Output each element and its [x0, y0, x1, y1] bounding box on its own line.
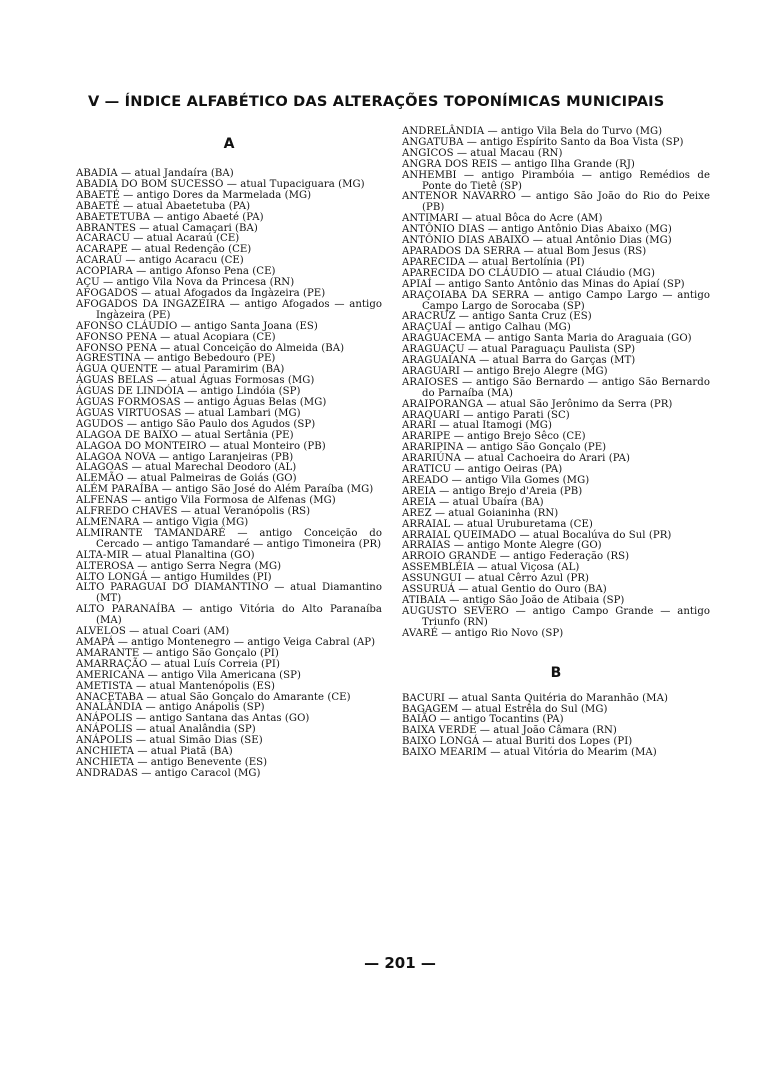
index-entry: ANDRADAS — antigo Caracol (MG): [76, 767, 261, 779]
index-entry: ANGICOS — atual Macau (RN): [402, 147, 563, 159]
index-entry: ANCHIETA — atual Piatã (BA): [76, 746, 233, 758]
index-entry: ALTO LONGÁ — antigo Humildes (PI): [76, 571, 272, 583]
index-entry: ANALÂNDIA — antigo Anápolis (SP): [76, 702, 265, 714]
index-entry: ÁGUAS DE LINDÓIA — antigo Lindóia (SP): [76, 386, 301, 398]
entry-list-left: [76, 169, 382, 780]
index-entry: ABADIA — atual Jandaíra (BA): [76, 168, 234, 179]
index-entry: ARROIO GRANDE — antigo Federação (RS): [402, 551, 630, 563]
index-entry: ALTA-MIR — atual Planaltina (GO): [76, 549, 255, 561]
index-entry: ALAGOAS — atual Marechal Deodoro (AL): [76, 462, 297, 474]
index-entry: ARAIOSES — antigo São Bernardo — antigo São Bernardo do Parnaíba (MA): [402, 376, 710, 399]
index-entry: AFONSO PENA — atual Acopiara (CE): [76, 331, 276, 343]
index-entry: ANÁPOLIS — antigo Santana das Antas (GO): [76, 713, 310, 725]
index-entry: ANGRA DOS REIS — antigo Ilha Grande (RJ): [402, 158, 635, 170]
index-entry: AFONSO PENA — atual Conceição do Almeida (BA): [76, 342, 345, 354]
index-entry: AFONSO CLÁUDIO — antigo Santa Joana (ES): [76, 320, 318, 332]
index-entry: ANÁPOLIS — atual Simão Dias (SE): [76, 735, 263, 747]
page-title: V — ÍNDICE ALFABÉTICO DAS ALTERAÇÕES TOPONÍMICAS MUNICIPAIS: [88, 93, 665, 110]
index-entry: ALFENAS — antigo Vila Formosa de Alfenas (MG): [76, 495, 336, 507]
index-entry: ARAIPORANGA — atual São Jerônimo da Serra (PR): [402, 398, 673, 410]
index-entry: ABADIA DO BOM SUCESSO — atual Tupaciguara (MG): [76, 178, 365, 190]
index-entry: ALEMÃO — atual Palmeiras de Goiás (GO): [76, 473, 297, 485]
index-entry: ANTENOR NAVARRO — antigo São João do Rio do Peixe (PB): [402, 191, 710, 214]
index-entry: BACURI — atual Santa Quitéria do Maranhão (MA): [402, 692, 668, 704]
index-entry: ARARIPINA — antigo São Gonçalo (PE): [402, 442, 607, 454]
left-column: [76, 127, 382, 780]
index-entry: ANGATUBA — antigo Espírito Santo da Boa Vista (SP): [402, 136, 684, 148]
index-entry: AREIA — antigo Brejo d'Areia (PB): [402, 485, 583, 497]
index-entry: ÁGUAS FORMOSAS — antigo Águas Belas (MG): [76, 397, 327, 409]
section-letter-b: B: [550, 664, 562, 681]
index-entry: ALAGOA NOVA — antigo Laranjeiras (PB): [76, 451, 294, 463]
index-entry: ARRAIAL QUEIMADO — atual Bocalúva do Sul (PR): [402, 529, 672, 541]
index-entry: AGRESTINA — antigo Bebedouro (PE): [76, 353, 276, 365]
index-entry: ARRAIAS — antigo Monte Alegre (GO): [402, 540, 602, 552]
index-entry: ARAGUACEMA — antigo Santa Maria do Araguaia (GO): [402, 333, 692, 345]
right-column: [402, 127, 710, 759]
index-entry: ALAGOA DO MONTEIRO — atual Monteiro (PB): [76, 440, 326, 452]
index-entry: BAIXO MEARIM — atual Vitória do Mearim (MA): [402, 747, 657, 759]
index-entry: ARAGUAIANA — atual Barra do Garças (MT): [402, 355, 636, 367]
index-entry: ALTO PARAGUAI DO DIAMANTINO — atual Diamantino (MT): [76, 582, 382, 605]
index-entry: ANTÔNIO DIAS — antigo Antônio Dias Abaixo (MG): [402, 224, 672, 236]
index-entry: ARATICU — antigo Oeiras (PA): [402, 464, 563, 476]
index-entry: ATIBAIA — antigo São João de Atibaia (SP): [402, 594, 625, 606]
index-entry: ANHEMBI — antigo Pirambóia — antigo Remédios de Ponte do Tietê (SP): [402, 169, 710, 192]
index-entry: ABAETÉ — antigo Dores da Marmelada (MG): [76, 189, 312, 201]
index-entry: ARARI — atual Itamogi (MG): [402, 420, 552, 432]
index-entry: AGUDOS — antigo São Paulo dos Agudos (SP): [76, 418, 316, 430]
index-entry: ARACRUZ — antigo Santa Cruz (ES): [402, 311, 592, 323]
index-entry: ANTIMARI — atual Bôca do Acre (AM): [402, 213, 603, 225]
page-number: — 201 —: [364, 954, 436, 972]
index-entry: AÇU — antigo Vila Nova da Princesa (RN): [76, 277, 295, 289]
index-entry: ACARAÚ — antigo Acaracu (CE): [76, 255, 244, 267]
index-entry: ACARAPE — atual Redenção (CE): [76, 244, 252, 256]
index-entry: AVARÉ — antigo Rio Novo (SP): [402, 627, 564, 639]
index-entry: AREADO — antigo Vila Gomes (MG): [402, 475, 590, 486]
index-entry: ARAGUARI — antigo Brejo Alegre (MG): [402, 365, 608, 377]
index-entry: ABAETETUBA — antigo Abaeté (PA): [76, 211, 264, 223]
index-entry: ABRANTES — atual Camaçari (BA): [76, 222, 258, 234]
index-entry: BAIXO LONGÁ — atual Buriti dos Lopes (PI): [402, 736, 633, 748]
index-entry: AFOGADOS — atual Afogados da Ingàzeira (PE): [76, 287, 326, 299]
entry-list-right: [402, 127, 710, 640]
index-entry: ARAGUAÇU — atual Paraguaçu Paulista (SP): [402, 344, 636, 356]
index-entry: AFOGADOS DA INGAZEIRA — antigo Afogados — antigo Ingàzeira (PE): [76, 298, 382, 321]
index-entry: APARECIDA DO CLÁUDIO — atual Cláudio (MG): [402, 267, 655, 279]
index-entry: ALTEROSA — antigo Serra Negra (MG): [76, 560, 282, 572]
index-entry: ÁGUAS VIRTUOSAS — atual Lambari (MG): [76, 407, 301, 419]
index-entry: AMARANTE — antigo São Gonçalo (PI): [76, 647, 279, 659]
index-entry: ALAGOA DE BAIXO — atual Sertânia (PE): [76, 429, 294, 441]
index-entry: AUGUSTO SEVERO — antigo Campo Grande — antigo Triunfo (RN): [402, 605, 710, 628]
index-entry: ARAQUARI — antigo Parati (SC): [402, 409, 570, 421]
index-entry: ANÁPOLIS — atual Analândia (SP): [76, 724, 256, 736]
entry-list-section-b: [402, 694, 710, 759]
index-entry: BAIÃO — antigo Tocantins (PA): [402, 714, 564, 726]
index-entry: AMERICANA — antigo Vila Americana (SP): [76, 669, 302, 681]
index-entry: ÁGUAS BELAS — atual Águas Formosas (MG): [76, 375, 315, 387]
index-entry: ALÉM PARAÍBA — antigo São José do Além Paraíba (MG): [76, 484, 374, 496]
index-entry: ARARIPE — antigo Brejo Sêco (CE): [402, 431, 586, 443]
index-entry: ARAÇUAÍ — antigo Calhau (MG): [402, 322, 571, 334]
index-entry: APARADOS DA SERRA — atual Bom Jesus (RS): [402, 245, 647, 257]
index-entry: BAIXA VERDE — atual João Câmara (RN): [402, 725, 617, 737]
index-entry: ALMENARA — antigo Vigia (MG): [76, 517, 249, 528]
index-entry: ALMIRANTE TAMANDARÉ — antigo Conceição do Cercado — antigo Tamandaré — antigo Timoneira (PR): [76, 527, 382, 550]
index-entry: ARRAIAL — atual Uruburetama (CE): [402, 518, 593, 530]
index-entry: ANCHIETA — antigo Benevente (ES): [76, 756, 268, 768]
index-entry: ÁGUA QUENTE — atual Paramirim (BA): [76, 364, 285, 376]
index-entry: AREIA — atual Ubaíra (BA): [402, 496, 544, 508]
index-entry: AMETISTA — atual Mantenópolis (ES): [76, 680, 275, 692]
index-entry: ASSURUÁ — atual Gentio do Ouro (BA): [402, 584, 607, 596]
index-entry: ARARIÚNA — atual Cachoeira do Arari (PA): [402, 453, 631, 465]
index-entry: ALVELOS — atual Coari (AM): [76, 626, 230, 638]
index-entry: ACOPIARA — antigo Afonso Pena (CE): [76, 266, 276, 278]
section-letter-a: A: [223, 136, 235, 152]
index-entry: APIAÍ — antigo Santo Antônio das Minas do Apiaí (SP): [402, 278, 685, 290]
index-entry: AMARRAÇÃO — atual Luís Correia (PI): [76, 658, 280, 670]
index-entry: AREZ — atual Goianinha (RN): [402, 507, 559, 519]
index-entry: ALFREDO CHAVES — atual Veranópolis (RS): [76, 506, 311, 518]
index-entry: BAGAGEM — atual Estrêla do Sul (MG): [402, 703, 608, 715]
index-entry: ASSEMBLÉIA — atual Viçosa (AL): [402, 562, 580, 574]
index-entry: ARAÇOIABA DA SERRA — antigo Campo Largo — antigo Campo Largo de Sorocaba (SP): [402, 289, 710, 312]
index-entry: ABAETÉ — atual Abaetetuba (PA): [76, 200, 251, 212]
index-entry: APARECIDA — atual Bertolínia (PI): [402, 256, 585, 268]
index-entry: ANDRELÂNDIA — antigo Vila Bela do Turvo (MG): [402, 126, 663, 137]
index-entry: ANACETABA — atual São Gonçalo do Amarante (CE): [76, 691, 351, 703]
index-entry: ALTO PARANAÍBA — antigo Vitória do Alto Paranaíba (MA): [76, 604, 382, 627]
index-entry: ASSUNGUI — atual Cêrro Azul (PR): [402, 573, 589, 585]
index-entry: ACARACU — atual Acaraú (CE): [76, 233, 240, 245]
index-entry: ANTÔNIO DIAS ABAIXO — atual Antônio Dias (MG): [402, 235, 672, 247]
index-entry: AMAPÁ — antigo Montenegro — antigo Veiga Cabral (AP): [76, 636, 376, 648]
